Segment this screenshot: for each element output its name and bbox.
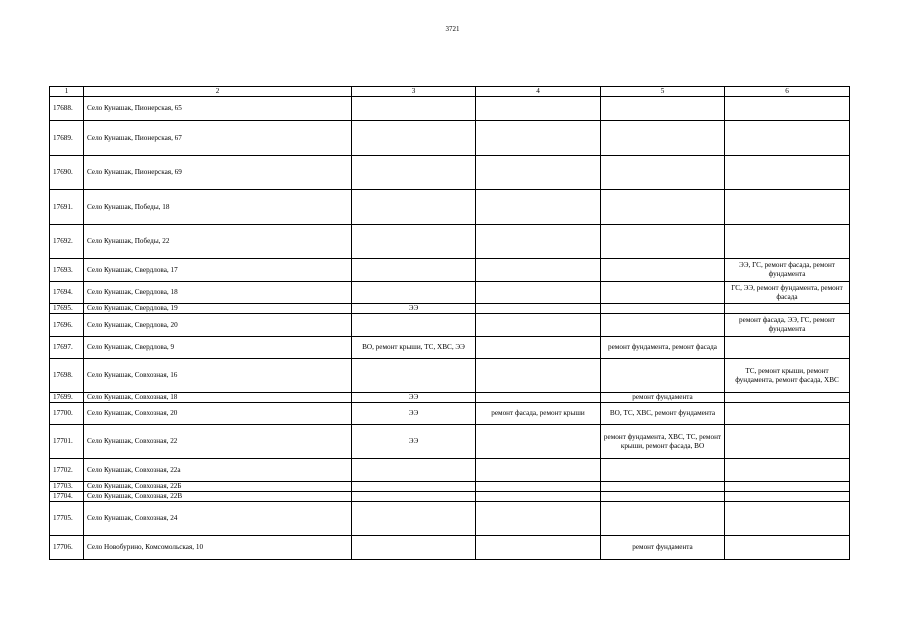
cell-col6: ТС, ремонт крыши, ремонт фундамента, ремонт фасада, ХВС: [725, 359, 850, 393]
cell-col6: [725, 156, 850, 190]
row-number: 17706.: [50, 536, 84, 560]
cell-col3: ЭЭ: [352, 304, 476, 314]
row-number: 17698.: [50, 359, 84, 393]
cell-col6: ГС, ЭЭ, ремонт фундамента, ремонт фасада: [725, 282, 850, 304]
cell-col5: [601, 482, 725, 492]
cell-col3: ВО, ремонт крыши, ТС, ХВС, ЭЭ: [352, 337, 476, 359]
cell-col6: [725, 97, 850, 121]
cell-col3: [352, 225, 476, 259]
cell-col5: [601, 190, 725, 225]
table-row: [50, 259, 850, 282]
cell-col5: ремонт фундамента: [601, 393, 725, 403]
table-row: [50, 536, 850, 560]
cell-col6: [725, 492, 850, 502]
row-number: 17697.: [50, 337, 84, 359]
cell-col5: [601, 314, 725, 337]
row-address: Село Кунашак, Совхозная, 18: [84, 393, 352, 403]
cell-col3: ЭЭ: [352, 393, 476, 403]
cell-col5: ремонт фундамента, ХВС, ТС, ремонт крыши, ремонт фасада, ВО: [601, 425, 725, 459]
row-address: Село Новобурино, Комсомольская, 10: [84, 536, 352, 560]
row-number: 17694.: [50, 282, 84, 304]
cell-col6: [725, 304, 850, 314]
cell-col5: [601, 459, 725, 482]
table-row: [50, 459, 850, 482]
cell-col5: [601, 304, 725, 314]
table-row: [50, 156, 850, 190]
table-row: [50, 121, 850, 156]
cell-col3: [352, 502, 476, 536]
row-number: 17696.: [50, 314, 84, 337]
row-address: Село Кунашак, Свердлова, 9: [84, 337, 352, 359]
cell-col5: [601, 97, 725, 121]
cell-col4: [476, 482, 601, 492]
row-number: 17690.: [50, 156, 84, 190]
cell-col4: [476, 425, 601, 459]
cell-col3: [352, 314, 476, 337]
cell-col3: ЭЭ: [352, 403, 476, 425]
cell-col5: [601, 502, 725, 536]
row-address: Село Кунашак, Свердлова, 19: [84, 304, 352, 314]
buildings-table: [49, 86, 850, 560]
row-number: 17693.: [50, 259, 84, 282]
column-header-4: 4: [476, 87, 601, 97]
row-number: 17700.: [50, 403, 84, 425]
cell-col5: [601, 225, 725, 259]
cell-col3: [352, 359, 476, 393]
cell-col6: [725, 121, 850, 156]
cell-col3: [352, 459, 476, 482]
cell-col4: [476, 492, 601, 502]
table-row: [50, 97, 850, 121]
row-address: Село Кунашак, Совхозная, 22: [84, 425, 352, 459]
row-number: 17699.: [50, 393, 84, 403]
row-number: 17691.: [50, 190, 84, 225]
table-row: [50, 359, 850, 393]
cell-col4: [476, 121, 601, 156]
row-address: Село Кунашак, Совхозная, 22а: [84, 459, 352, 482]
cell-col6: [725, 459, 850, 482]
cell-col4: [476, 536, 601, 560]
table-row: [50, 225, 850, 259]
cell-col5: [601, 156, 725, 190]
cell-col5: [601, 121, 725, 156]
cell-col5: ремонт фундамента, ремонт фасада: [601, 337, 725, 359]
table-row: [50, 393, 850, 403]
cell-col4: ремонт фасада, ремонт крыши: [476, 403, 601, 425]
cell-col5: [601, 359, 725, 393]
cell-col4: [476, 459, 601, 482]
column-header-3: 3: [352, 87, 476, 97]
cell-col3: [352, 536, 476, 560]
table-row: [50, 425, 850, 459]
cell-col3: [352, 156, 476, 190]
cell-col6: [725, 190, 850, 225]
table-row: [50, 282, 850, 304]
cell-col6: [725, 536, 850, 560]
row-number: 17705.: [50, 502, 84, 536]
cell-col3: ЭЭ: [352, 425, 476, 459]
row-address: Село Кунашак, Совхозная, 24: [84, 502, 352, 536]
cell-col4: [476, 282, 601, 304]
table-row: [50, 190, 850, 225]
cell-col6: ЭЭ, ГС, ремонт фасада, ремонт фундамента: [725, 259, 850, 282]
row-number: 17702.: [50, 459, 84, 482]
cell-col3: [352, 482, 476, 492]
row-address: Село Кунашак, Совхозная, 22Б: [84, 482, 352, 492]
row-address: Село Кунашак, Совхозная, 20: [84, 403, 352, 425]
cell-col4: [476, 225, 601, 259]
row-number: 17704.: [50, 492, 84, 502]
row-address: Село Кунашак, Пионерская, 67: [84, 121, 352, 156]
cell-col6: [725, 482, 850, 492]
cell-col3: [352, 282, 476, 304]
cell-col6: ремонт фасада, ЭЭ, ГС, ремонт фундамента: [725, 314, 850, 337]
cell-col6: [725, 502, 850, 536]
cell-col6: [725, 403, 850, 425]
table-row: [50, 502, 850, 536]
row-address: Село Кунашак, Свердлова, 17: [84, 259, 352, 282]
table-row: [50, 304, 850, 314]
cell-col5: [601, 492, 725, 502]
cell-col4: [476, 314, 601, 337]
cell-col4: [476, 502, 601, 536]
row-number: 17701.: [50, 425, 84, 459]
cell-col3: [352, 492, 476, 502]
row-number: 17689.: [50, 121, 84, 156]
column-header-6: 6: [725, 87, 850, 97]
cell-col5: [601, 282, 725, 304]
cell-col4: [476, 190, 601, 225]
table-row: [50, 482, 850, 492]
cell-col5: ремонт фундамента: [601, 536, 725, 560]
cell-col4: [476, 393, 601, 403]
row-address: Село Кунашак, Победы, 22: [84, 225, 352, 259]
table-row: [50, 314, 850, 337]
cell-col6: [725, 425, 850, 459]
row-number: 17703.: [50, 482, 84, 492]
cell-col3: [352, 259, 476, 282]
table-row: [50, 403, 850, 425]
row-address: Село Кунашак, Совхозная, 22В: [84, 492, 352, 502]
cell-col4: [476, 97, 601, 121]
cell-col3: [352, 190, 476, 225]
cell-col4: [476, 304, 601, 314]
cell-col6: [725, 337, 850, 359]
cell-col4: [476, 156, 601, 190]
cell-col4: [476, 359, 601, 393]
page-number: 3721: [445, 25, 460, 33]
cell-col3: [352, 97, 476, 121]
cell-col3: [352, 121, 476, 156]
cell-col6: [725, 225, 850, 259]
row-address: Село Кунашак, Победы, 18: [84, 190, 352, 225]
cell-col4: [476, 337, 601, 359]
column-header-5: 5: [601, 87, 725, 97]
cell-col5: [601, 259, 725, 282]
row-address: Село Кунашак, Совхозная, 16: [84, 359, 352, 393]
cell-col4: [476, 259, 601, 282]
row-number: 17695.: [50, 304, 84, 314]
header-row: [50, 87, 850, 97]
table-row: [50, 337, 850, 359]
row-address: Село Кунашак, Свердлова, 18: [84, 282, 352, 304]
row-address: Село Кунашак, Пионерская, 65: [84, 97, 352, 121]
column-header-2: 2: [84, 87, 352, 97]
row-number: 17692.: [50, 225, 84, 259]
column-header-1: 1: [50, 87, 84, 97]
cell-col5: ВО, ТС, ХВС, ремонт фундамента: [601, 403, 725, 425]
row-number: 17688.: [50, 97, 84, 121]
cell-col6: [725, 393, 850, 403]
row-address: Село Кунашак, Пионерская, 69: [84, 156, 352, 190]
row-address: Село Кунашак, Свердлова, 20: [84, 314, 352, 337]
table-row: [50, 492, 850, 502]
